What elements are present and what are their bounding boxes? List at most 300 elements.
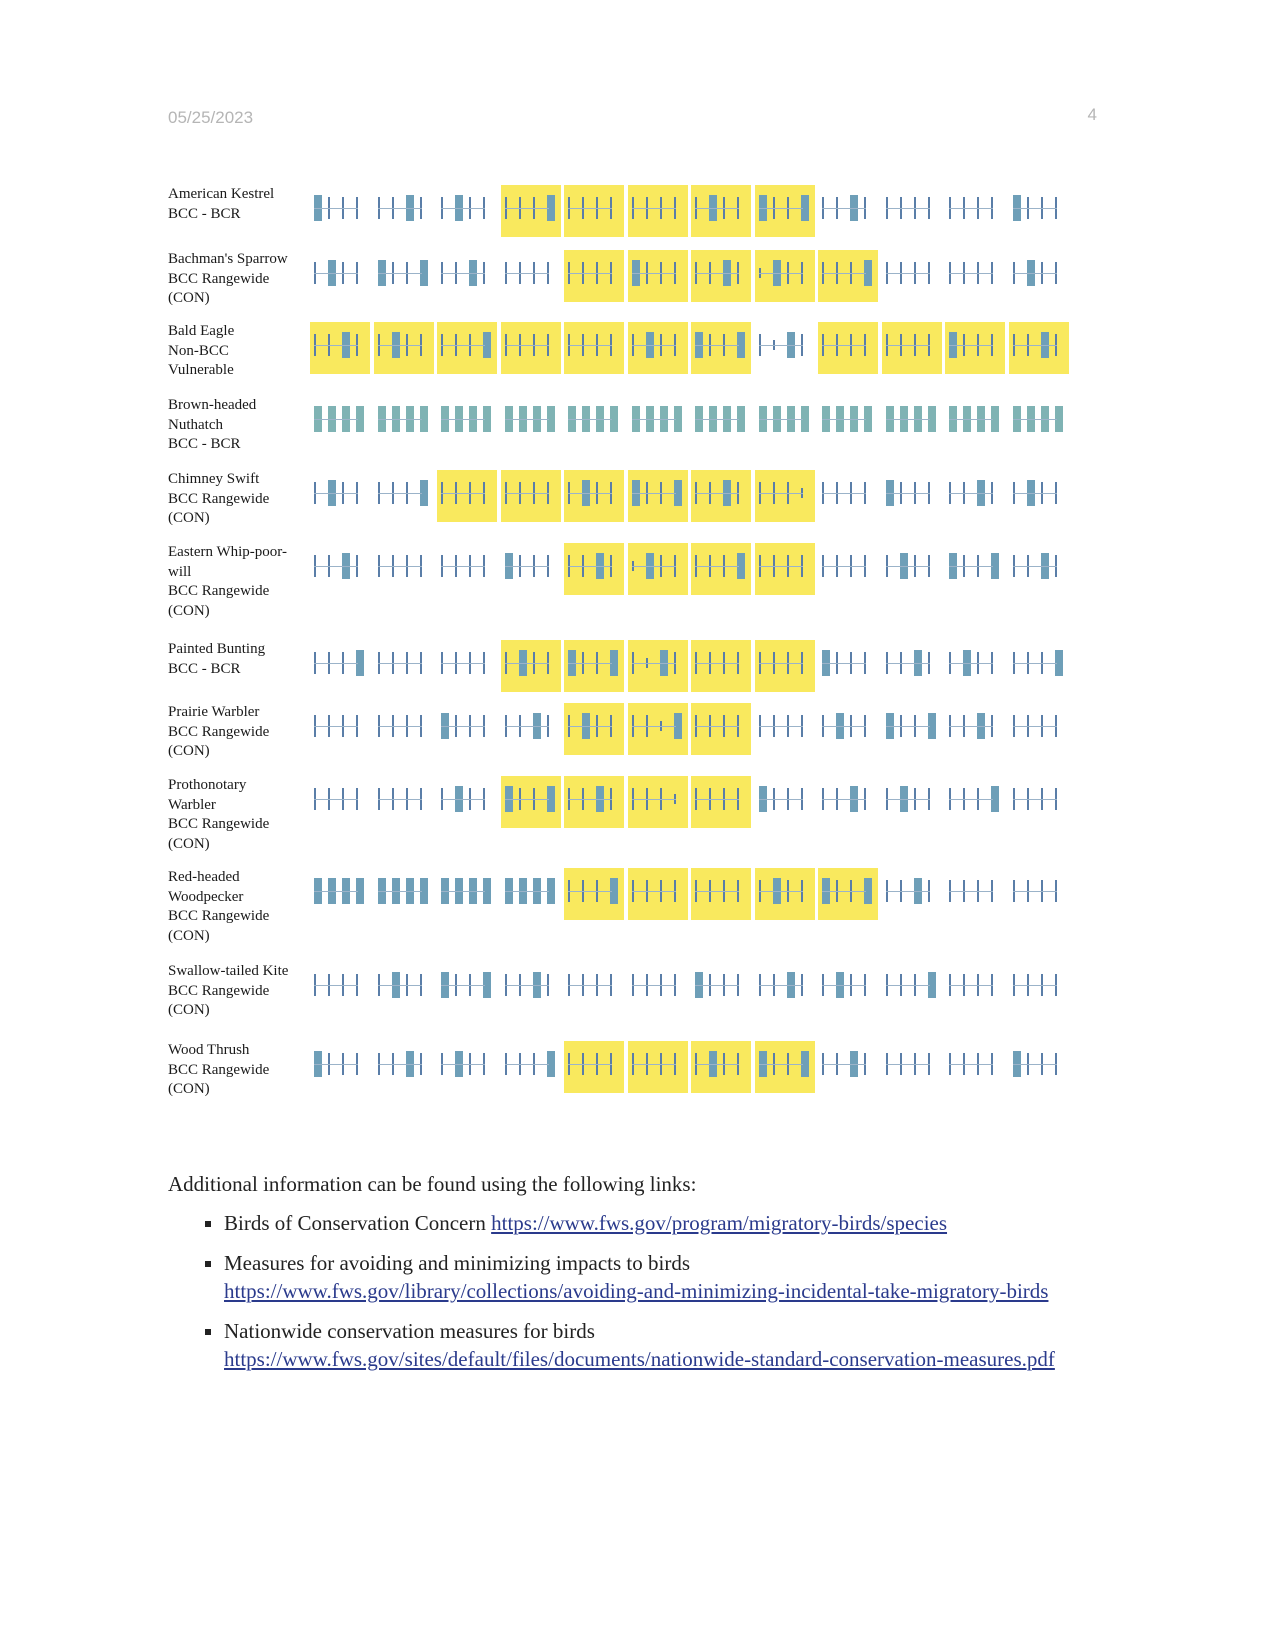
week-baseline bbox=[822, 1064, 866, 1065]
presence-bars bbox=[310, 640, 1088, 692]
species-label-line: Prothonotary bbox=[168, 777, 247, 793]
month-block[interactable] bbox=[945, 185, 1005, 237]
month-block[interactable] bbox=[818, 543, 878, 595]
month-block[interactable] bbox=[437, 703, 497, 755]
month-block[interactable] bbox=[1009, 962, 1069, 1014]
month-block[interactable] bbox=[691, 868, 751, 920]
month-block[interactable] bbox=[755, 1041, 815, 1093]
month-block[interactable] bbox=[310, 250, 370, 302]
month-block[interactable] bbox=[501, 868, 561, 920]
month-block[interactable] bbox=[882, 640, 942, 692]
month-block[interactable] bbox=[1009, 543, 1069, 595]
month-block[interactable] bbox=[628, 962, 688, 1014]
month-block[interactable] bbox=[755, 640, 815, 692]
week-baseline bbox=[949, 345, 993, 346]
month-block[interactable] bbox=[1009, 322, 1069, 374]
species-label bbox=[168, 322, 313, 381]
month-block[interactable] bbox=[628, 470, 688, 522]
week-baseline bbox=[441, 566, 485, 567]
week-baseline bbox=[1013, 273, 1057, 274]
week-baseline bbox=[314, 985, 358, 986]
month-block[interactable] bbox=[564, 1041, 624, 1093]
week-baseline bbox=[759, 663, 803, 664]
month-block[interactable] bbox=[1009, 470, 1069, 522]
month-block[interactable] bbox=[310, 1041, 370, 1093]
month-block[interactable] bbox=[564, 776, 624, 828]
week-baseline bbox=[1013, 493, 1057, 494]
week-baseline bbox=[822, 799, 866, 800]
week-baseline bbox=[949, 419, 993, 420]
page-number: 4 bbox=[1087, 105, 1097, 124]
month-block[interactable] bbox=[374, 868, 434, 920]
species-label-line: Painted Bunting bbox=[168, 641, 266, 657]
week-baseline bbox=[314, 208, 358, 209]
week-baseline bbox=[759, 1064, 803, 1065]
week-baseline bbox=[378, 566, 422, 567]
week-baseline bbox=[568, 566, 612, 567]
week-baseline bbox=[441, 493, 485, 494]
week-baseline bbox=[632, 799, 676, 800]
month-block[interactable] bbox=[564, 962, 624, 1014]
month-block[interactable] bbox=[755, 250, 815, 302]
week-baseline bbox=[886, 493, 930, 494]
week-baseline bbox=[886, 273, 930, 274]
species-label-line: BCC - BCR bbox=[168, 205, 241, 222]
month-block[interactable] bbox=[755, 962, 815, 1014]
month-block[interactable] bbox=[628, 640, 688, 692]
month-block[interactable] bbox=[628, 543, 688, 595]
month-block[interactable] bbox=[755, 776, 815, 828]
week-baseline bbox=[441, 1064, 485, 1065]
month-block[interactable] bbox=[882, 322, 942, 374]
month-block[interactable] bbox=[691, 640, 751, 692]
month-block[interactable] bbox=[564, 322, 624, 374]
week-baseline bbox=[505, 1064, 549, 1065]
species-label bbox=[168, 250, 313, 309]
month-block[interactable] bbox=[501, 543, 561, 595]
species-label-line: (CON) bbox=[168, 510, 210, 526]
month-block[interactable] bbox=[882, 776, 942, 828]
week-baseline bbox=[949, 273, 993, 274]
month-block[interactable] bbox=[818, 1041, 878, 1093]
month-block[interactable] bbox=[691, 322, 751, 374]
week-baseline bbox=[441, 799, 485, 800]
month-block[interactable] bbox=[1009, 185, 1069, 237]
month-block[interactable] bbox=[1009, 640, 1069, 692]
presence-bars bbox=[310, 868, 1088, 920]
bcc-link[interactable]: https://www.fws.gov/program/migratory-birds/species bbox=[491, 1211, 948, 1235]
presence-bars bbox=[310, 322, 1088, 374]
month-block[interactable] bbox=[818, 776, 878, 828]
species-label-line: BCC Rangewide bbox=[168, 982, 270, 999]
species-label-line: (CON) bbox=[168, 602, 210, 619]
week-baseline bbox=[314, 891, 358, 892]
month-block[interactable] bbox=[310, 322, 370, 374]
species-label-line: Bald Eagle bbox=[168, 323, 235, 339]
week-baseline bbox=[949, 663, 993, 664]
species-label-line: Eastern Whip-poor- bbox=[168, 544, 287, 560]
month-block[interactable] bbox=[945, 322, 1005, 374]
species-label-line: (CON) bbox=[168, 1081, 210, 1097]
species-label bbox=[168, 703, 313, 762]
month-block[interactable] bbox=[628, 250, 688, 302]
species-label-line: Nuthatch bbox=[168, 416, 223, 433]
month-block[interactable] bbox=[755, 470, 815, 522]
week-baseline bbox=[949, 726, 993, 727]
month-block[interactable] bbox=[818, 962, 878, 1014]
month-block[interactable] bbox=[755, 868, 815, 920]
species-label-line: Vulnerable bbox=[168, 362, 234, 378]
month-block[interactable] bbox=[1009, 703, 1069, 755]
month-block[interactable] bbox=[945, 470, 1005, 522]
month-block[interactable] bbox=[374, 322, 434, 374]
month-block[interactable] bbox=[501, 640, 561, 692]
species-label-line: (CON) bbox=[168, 927, 210, 944]
month-block[interactable] bbox=[564, 396, 624, 448]
month-block[interactable] bbox=[310, 396, 370, 448]
month-block[interactable] bbox=[818, 396, 878, 448]
week-baseline bbox=[695, 1064, 739, 1065]
week-baseline bbox=[822, 663, 866, 664]
species-label-line: Warbler bbox=[168, 796, 216, 813]
month-block[interactable] bbox=[374, 703, 434, 755]
info-intro: Additional information can be found using the following links: bbox=[168, 1172, 697, 1196]
month-block[interactable] bbox=[755, 543, 815, 595]
presence-bars bbox=[310, 396, 1088, 448]
month-block[interactable] bbox=[691, 396, 751, 448]
week-baseline bbox=[1013, 799, 1057, 800]
week-baseline bbox=[695, 726, 739, 727]
month-block[interactable] bbox=[374, 776, 434, 828]
week-baseline bbox=[632, 419, 676, 420]
month-block[interactable] bbox=[628, 1041, 688, 1093]
month-block[interactable] bbox=[501, 470, 561, 522]
month-block[interactable] bbox=[945, 776, 1005, 828]
presence-bars bbox=[310, 543, 1088, 595]
month-block[interactable] bbox=[818, 322, 878, 374]
week-baseline bbox=[441, 208, 485, 209]
month-block[interactable] bbox=[691, 962, 751, 1014]
week-baseline bbox=[505, 493, 549, 494]
month-block[interactable] bbox=[564, 868, 624, 920]
month-block[interactable] bbox=[1009, 1041, 1069, 1093]
month-block[interactable] bbox=[882, 396, 942, 448]
week-baseline bbox=[441, 273, 485, 274]
month-block[interactable] bbox=[818, 640, 878, 692]
month-block[interactable] bbox=[437, 868, 497, 920]
week-baseline bbox=[505, 419, 549, 420]
month-block[interactable] bbox=[437, 1041, 497, 1093]
week-baseline bbox=[314, 726, 358, 727]
week-baseline bbox=[378, 273, 422, 274]
week-baseline bbox=[632, 566, 676, 567]
month-block[interactable] bbox=[882, 962, 942, 1014]
month-block[interactable] bbox=[882, 703, 942, 755]
month-block[interactable] bbox=[501, 250, 561, 302]
month-block[interactable] bbox=[818, 250, 878, 302]
month-block[interactable] bbox=[310, 962, 370, 1014]
month-block[interactable] bbox=[691, 470, 751, 522]
month-block[interactable] bbox=[437, 543, 497, 595]
week-baseline bbox=[695, 345, 739, 346]
species-label-line: BCC Rangewide bbox=[168, 270, 270, 287]
month-block[interactable] bbox=[437, 250, 497, 302]
month-block[interactable] bbox=[945, 962, 1005, 1014]
month-block[interactable] bbox=[691, 543, 751, 595]
month-block[interactable] bbox=[628, 322, 688, 374]
week-baseline bbox=[886, 726, 930, 727]
week-baseline bbox=[441, 726, 485, 727]
week-baseline bbox=[1013, 208, 1057, 209]
week-baseline bbox=[505, 273, 549, 274]
week-baseline bbox=[822, 891, 866, 892]
week-baseline bbox=[632, 985, 676, 986]
week-baseline bbox=[441, 419, 485, 420]
week-baseline bbox=[949, 799, 993, 800]
week-baseline bbox=[378, 493, 422, 494]
month-block[interactable] bbox=[882, 1041, 942, 1093]
month-block[interactable] bbox=[374, 396, 434, 448]
month-block[interactable] bbox=[628, 185, 688, 237]
presence-bars bbox=[310, 962, 1088, 1014]
month-block[interactable] bbox=[818, 185, 878, 237]
week-baseline bbox=[378, 208, 422, 209]
month-block[interactable] bbox=[501, 703, 561, 755]
month-block[interactable] bbox=[374, 543, 434, 595]
week-baseline bbox=[822, 273, 866, 274]
month-block[interactable] bbox=[564, 470, 624, 522]
week-baseline bbox=[632, 663, 676, 664]
week-baseline bbox=[886, 663, 930, 664]
month-block[interactable] bbox=[437, 322, 497, 374]
species-label bbox=[168, 543, 313, 621]
week-baseline bbox=[632, 726, 676, 727]
week-baseline bbox=[1013, 985, 1057, 986]
month-block[interactable] bbox=[564, 250, 624, 302]
week-baseline bbox=[505, 345, 549, 346]
week-baseline bbox=[695, 208, 739, 209]
month-block[interactable] bbox=[310, 640, 370, 692]
week-baseline bbox=[759, 493, 803, 494]
week-baseline bbox=[314, 345, 358, 346]
month-block[interactable] bbox=[374, 962, 434, 1014]
week-baseline bbox=[441, 985, 485, 986]
species-label-line: (CON) bbox=[168, 743, 210, 759]
month-block[interactable] bbox=[310, 703, 370, 755]
week-baseline bbox=[568, 493, 612, 494]
month-block[interactable] bbox=[628, 776, 688, 828]
month-block[interactable] bbox=[945, 1041, 1005, 1093]
week-baseline bbox=[822, 493, 866, 494]
species-label-line: BCC - BCR bbox=[168, 660, 241, 677]
week-baseline bbox=[949, 985, 993, 986]
month-block[interactable] bbox=[437, 962, 497, 1014]
month-block[interactable] bbox=[374, 640, 434, 692]
species-label bbox=[168, 470, 313, 529]
month-block[interactable] bbox=[691, 703, 751, 755]
month-block[interactable] bbox=[945, 250, 1005, 302]
month-block[interactable] bbox=[882, 250, 942, 302]
nationwide-measures-link[interactable]: https://www.fws.gov/sites/default/files/documents/nationwide-standard-conservation-measures.pdf bbox=[224, 1347, 1055, 1371]
month-block[interactable] bbox=[628, 868, 688, 920]
presence-bars bbox=[310, 250, 1088, 302]
week-baseline bbox=[886, 208, 930, 209]
month-block[interactable] bbox=[437, 640, 497, 692]
month-block[interactable] bbox=[564, 185, 624, 237]
presence-bars bbox=[310, 470, 1088, 522]
month-block[interactable] bbox=[882, 470, 942, 522]
month-block[interactable] bbox=[755, 322, 815, 374]
month-block[interactable] bbox=[945, 868, 1005, 920]
month-block[interactable] bbox=[501, 1041, 561, 1093]
month-block[interactable] bbox=[374, 250, 434, 302]
week-baseline bbox=[759, 726, 803, 727]
month-block[interactable] bbox=[945, 396, 1005, 448]
month-block[interactable] bbox=[437, 470, 497, 522]
week-baseline bbox=[759, 566, 803, 567]
month-block[interactable] bbox=[437, 396, 497, 448]
month-block[interactable] bbox=[945, 703, 1005, 755]
week-baseline bbox=[886, 891, 930, 892]
week-baseline bbox=[1013, 891, 1057, 892]
week-baseline bbox=[441, 663, 485, 664]
week-baseline bbox=[759, 985, 803, 986]
week-baseline bbox=[568, 1064, 612, 1065]
week-baseline bbox=[378, 663, 422, 664]
species-label-line: American Kestrel bbox=[168, 186, 275, 202]
week-baseline bbox=[441, 891, 485, 892]
week-baseline bbox=[632, 1064, 676, 1065]
week-baseline bbox=[505, 799, 549, 800]
week-baseline bbox=[949, 891, 993, 892]
month-block[interactable] bbox=[310, 868, 370, 920]
week-baseline bbox=[568, 891, 612, 892]
week-baseline bbox=[1013, 419, 1057, 420]
month-block[interactable] bbox=[691, 185, 751, 237]
month-block[interactable] bbox=[945, 543, 1005, 595]
month-block[interactable] bbox=[374, 1041, 434, 1093]
month-block[interactable] bbox=[501, 776, 561, 828]
month-block[interactable] bbox=[1009, 250, 1069, 302]
month-block[interactable] bbox=[882, 543, 942, 595]
species-label-line: Non-BCC bbox=[168, 342, 229, 359]
week-baseline bbox=[822, 566, 866, 567]
month-block[interactable] bbox=[818, 868, 878, 920]
week-baseline bbox=[822, 726, 866, 727]
additional-information bbox=[168, 1172, 1068, 1385]
month-block[interactable] bbox=[1009, 868, 1069, 920]
week-baseline bbox=[695, 493, 739, 494]
week-baseline bbox=[886, 985, 930, 986]
species-label-line: will bbox=[168, 563, 192, 580]
species-label-line: BCC Rangewide bbox=[168, 908, 270, 924]
month-block[interactable] bbox=[818, 470, 878, 522]
avoid-minimize-link[interactable]: https://www.fws.gov/library/collections/avoiding-and-minimizing-incidental-take-migratory-birds bbox=[224, 1279, 1049, 1303]
week-baseline bbox=[505, 566, 549, 567]
week-baseline bbox=[378, 985, 422, 986]
species-label bbox=[168, 776, 313, 854]
month-block[interactable] bbox=[501, 962, 561, 1014]
week-baseline bbox=[314, 663, 358, 664]
species-label-line: Red-headed bbox=[168, 869, 240, 885]
month-block[interactable] bbox=[1009, 776, 1069, 828]
month-block[interactable] bbox=[501, 396, 561, 448]
month-block[interactable] bbox=[755, 185, 815, 237]
week-baseline bbox=[314, 799, 358, 800]
month-block[interactable] bbox=[691, 1041, 751, 1093]
month-block[interactable] bbox=[564, 703, 624, 755]
week-baseline bbox=[568, 345, 612, 346]
week-baseline bbox=[695, 273, 739, 274]
week-baseline bbox=[378, 891, 422, 892]
week-baseline bbox=[568, 726, 612, 727]
species-label-line: BCC Rangewide bbox=[168, 490, 270, 507]
link-description: Birds of Conservation Concern bbox=[224, 1211, 492, 1235]
month-block[interactable] bbox=[628, 703, 688, 755]
week-baseline bbox=[568, 663, 612, 664]
week-baseline bbox=[568, 208, 612, 209]
month-block[interactable] bbox=[818, 703, 878, 755]
month-block[interactable] bbox=[437, 185, 497, 237]
month-block[interactable] bbox=[691, 776, 751, 828]
species-label-line: Prairie Warbler bbox=[168, 704, 260, 720]
species-label bbox=[168, 1041, 313, 1100]
info-link-item bbox=[224, 1317, 1068, 1373]
month-block[interactable] bbox=[628, 396, 688, 448]
week-baseline bbox=[314, 1064, 358, 1065]
week-baseline bbox=[632, 891, 676, 892]
species-label bbox=[168, 868, 313, 946]
presence-bars bbox=[310, 185, 1088, 237]
month-block[interactable] bbox=[1009, 396, 1069, 448]
month-block[interactable] bbox=[310, 776, 370, 828]
month-block[interactable] bbox=[310, 470, 370, 522]
month-block[interactable] bbox=[882, 868, 942, 920]
week-baseline bbox=[378, 726, 422, 727]
month-block[interactable] bbox=[501, 322, 561, 374]
week-baseline bbox=[632, 273, 676, 274]
month-block[interactable] bbox=[945, 640, 1005, 692]
week-baseline bbox=[886, 566, 930, 567]
week-baseline bbox=[822, 208, 866, 209]
week-baseline bbox=[1013, 566, 1057, 567]
month-block[interactable] bbox=[310, 185, 370, 237]
week-baseline bbox=[822, 419, 866, 420]
month-block[interactable] bbox=[501, 185, 561, 237]
week-baseline bbox=[695, 891, 739, 892]
month-block[interactable] bbox=[755, 396, 815, 448]
month-block[interactable] bbox=[437, 776, 497, 828]
info-link-list bbox=[168, 1209, 1068, 1373]
month-block[interactable] bbox=[564, 543, 624, 595]
week-baseline bbox=[695, 985, 739, 986]
species-label bbox=[168, 185, 313, 224]
month-block[interactable] bbox=[374, 185, 434, 237]
species-label-line: Chimney Swift bbox=[168, 471, 260, 487]
week-baseline bbox=[441, 345, 485, 346]
month-block[interactable] bbox=[882, 185, 942, 237]
week-baseline bbox=[759, 419, 803, 420]
month-block[interactable] bbox=[310, 543, 370, 595]
month-block[interactable] bbox=[755, 703, 815, 755]
week-baseline bbox=[568, 985, 612, 986]
month-block[interactable] bbox=[564, 640, 624, 692]
species-label-line: Brown-headed bbox=[168, 397, 257, 413]
month-block[interactable] bbox=[374, 470, 434, 522]
week-baseline bbox=[314, 566, 358, 567]
species-label-line: Swallow-tailed Kite bbox=[168, 963, 289, 979]
month-block[interactable] bbox=[691, 250, 751, 302]
